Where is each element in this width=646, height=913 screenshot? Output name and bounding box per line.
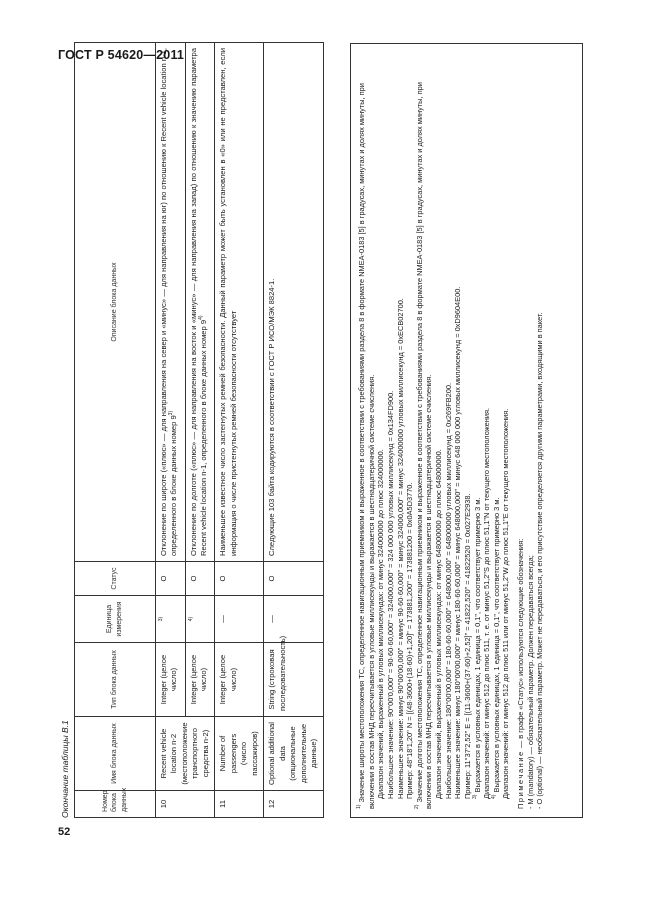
footnote-4: $^{4)}$ Выражается в условных единицах, 1 единица = 0,1", что соответствует примерно 3 м. [490,497,501,799]
table-row [215,43,264,818]
block-type: String (строковая последовательность) [264,643,323,717]
footnote-1: $^{1)}$ Значение широты местоположения ТС, определенное навигационным приемником и выраженное в соответствии с требованиями раздела 8 в формате NMEA-0183 [5] в градусах, минутах и долях минуты, при включении в состав МНД пересчитывается в угловые миллисекунды и выражается в шестнадцатеричной системе счисления. [356,83,376,809]
footnote-line: Диапазон значений, выраженный в угловых миллисекундах: от минус 648000000 до плюс 648000000. [434,449,443,799]
table-row [156,43,186,818]
block-number: 11 [215,791,264,818]
block-description: Отклонение по долготе («плюс» — для направления на восток и «минус» — для направления на запад) по отношению к значению параметра Recent vehicle location n-1, определенного в блоке данных номер 9$^{4)}$ [185,43,215,562]
block-type: Integer (целое число) [185,643,215,717]
block-status: O [215,562,264,596]
rotated-page-content [58,43,583,818]
note-item: - O (optional) — необязательный параметр. Может не передаваться, и его присутствие определяется другими параметрами, входящими в пакет. [535,312,545,809]
col-header-description: Описание блока данных [75,43,156,562]
footnote-line: Наибольшее значение: 180°00'00,000" = 180·60·60,000" = 648000,000" = 648000000 угловых миллисекунд = 0x269FB200. [443,382,453,799]
block-description: Наименьшее известное число застегнутых ремней безопасности. Данный параметр может быть установлен в «0» или не представлен, если информация о числе пристегнутых ремней безопасности отсутствует [215,43,264,562]
note-label: Примечание [516,750,525,809]
block-status: O [156,562,186,596]
footnote-line: Диапазон значений: от минус 512 до плюс 511 или от минус 51,2"W до плюс 51,1"E от текущего местоположения. [501,408,511,799]
footnote-line: Пример: 11°37'2,52" E = [(11·3600+(37·60)+2,52]" = 41822,520" = 41822520 = 0x027E2938. [462,493,472,799]
col-header-unit: Единица измерения [75,596,156,643]
table-header-row [75,43,156,818]
block-number: 10 [156,791,215,818]
block-name: Optional additional data (опциональные дополнительные данные) [264,717,323,791]
data-blocks-table [74,42,324,818]
block-number: 12 [264,791,323,818]
footnote-ref: 3) [158,616,164,622]
footnote-ref: 4) [198,315,205,320]
block-name: Number of passengers (число пассажиров) [215,717,264,791]
col-header-status: Статус [75,562,156,596]
col-header-number: Номер блока данных [75,791,156,818]
block-name: Recent vehicle location n-2 (местоположение транспортного средства n-2) [156,717,215,791]
table-row [264,43,323,818]
block-unit: — [215,596,264,643]
table-caption: Окончание таблицы В.1 [60,720,70,818]
block-type: Integer (целое число) [156,643,186,717]
footnote-line: Наибольшее значение: 90°00'0,000" = 90·60·60,000" = 324000,000" = 324 000 000 угловых миллисекунд = 0x134FD900. [385,390,395,799]
block-status: O [264,562,323,596]
block-status: O [185,562,215,596]
note-heading: Примечание — в графе «Статус» используются следующие обозначения: [516,538,525,809]
block-description: Следующие 103 байта кодируются в соответствии с ГОСТ Р ИСО/МЭК 8824-1. [264,43,323,562]
block-description: Отклонение по широте («плюс» — для направления на север и «минус» — для направления на юг) по отношению к Recent vehicle location n-1, определенного в блоке данных номер 9$^{3)}$ [156,43,186,562]
standard-header: ГОСТ Р 54620—2011 [58,48,185,62]
footnote-line: Наименьшее значение: минус 90°00'00,000" = минус 90·60·60,000" = минус 324000,000" = минус 324000000 угловых миллисекунд = 0xECB02700. [395,298,405,799]
footnote-line: Наименьшее значение: минус 180°00'00,000" = минус 180·60·60,000" = минус 648000,000" = минус 648 000 000 угловых миллисекунд = 0xD9604E00. [453,286,463,799]
block-unit [185,596,215,643]
block-unit [156,596,186,643]
block-type: Integer (целое число) [215,643,264,717]
footnote-ref: 4) [187,616,194,622]
footnote-line: Диапазон значений: от минус 512 до плюс 511, т. е. от минус 51,2"S до плюс 51,1"N от текущего местоположения. [482,407,492,799]
footnote-line: Диапазон значений, выраженный в угловых миллисекундах: от минус 324000000 до плюс 324000000. [376,449,386,799]
footnote-2: $^{2)}$ Значение долготы местоположения ТС, определенное навигационным приемником и выраженное в соответствии с требованиями раздела 8 в формате NMEA-0183 [5] в градусах, минутах и долях минуты, при включении в состав МНД пересчитывается в угловые миллисекунды и выражается в шестнадцатеричной системе счисления. [413,82,434,809]
footnote-3: $^{3)}$ Выражается в условных единицах, 1 единица = 0,1", что соответствует примерно 3 м. [471,497,482,799]
note-item: - M (mandatory) — обязательный параметр. Должен передаваться всегда; [525,555,535,809]
footnote-line: Пример: 48°18'1,20" N = [(48·3600+(18·60)+1,20]" = 173881,200" = 173881200 = 0x0A5D3770. [405,482,415,799]
block-unit: — [264,596,323,643]
col-header-name: Имя блока данных [75,717,156,791]
col-header-type: Тип блока данных [75,643,156,717]
footnote-ref: 3) [168,410,175,416]
page-number: 52 [58,826,71,838]
footnotes-block [350,43,583,818]
table-row [185,43,215,818]
